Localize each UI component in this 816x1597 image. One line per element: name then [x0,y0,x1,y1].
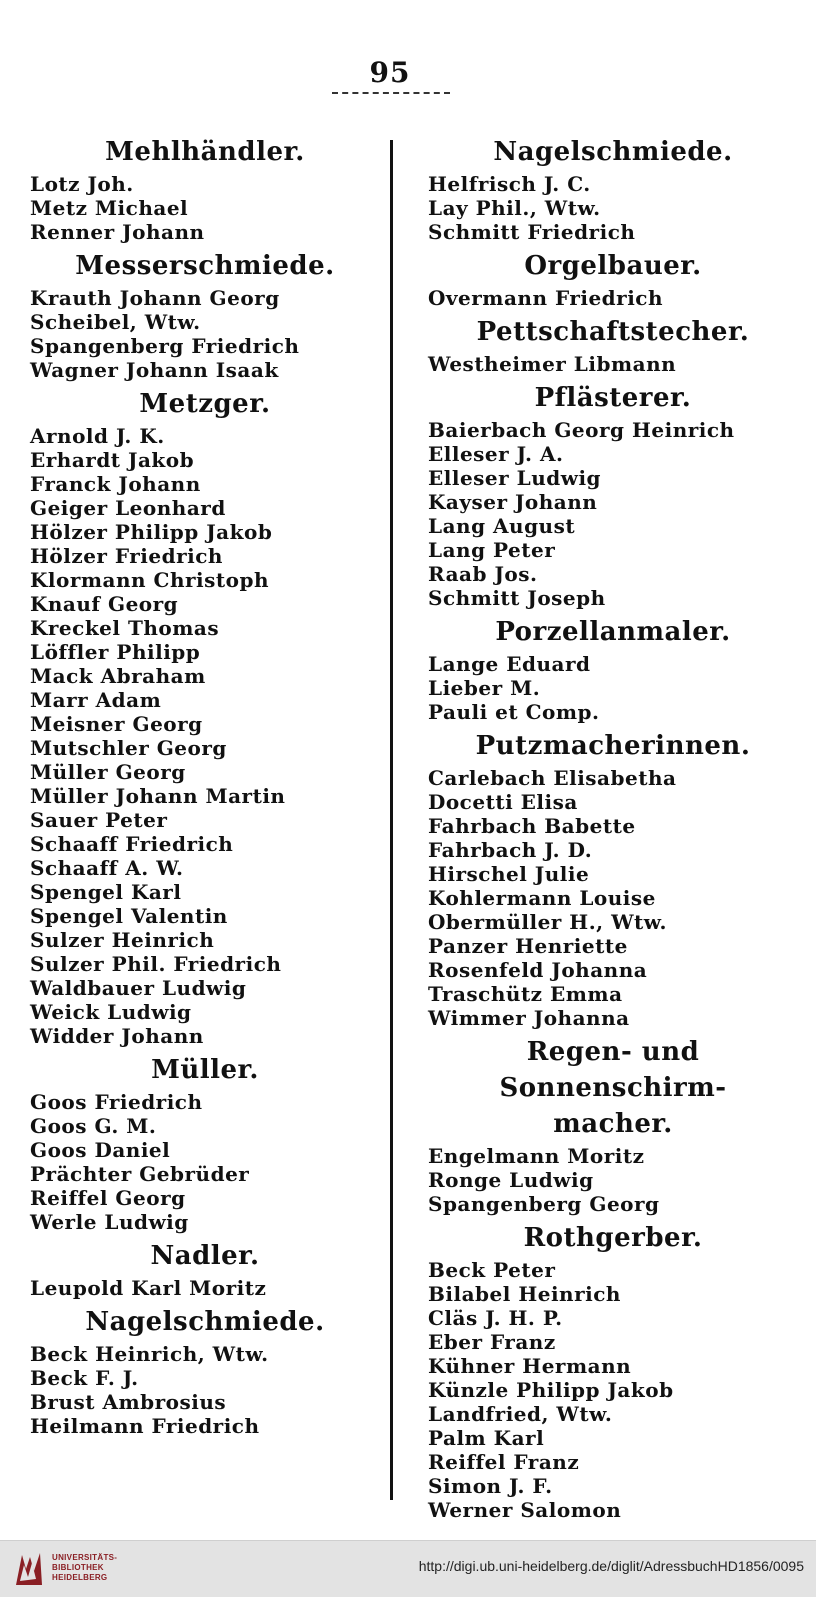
page-number-rule [332,92,450,94]
directory-entry: Krauth Johann Georg [30,286,280,310]
directory-entry: Lange Eduard [428,652,591,676]
directory-entry: Kayser Johann [428,490,598,514]
directory-entry: Metz Michael [30,196,189,220]
library-name [52,1553,117,1583]
left-column [30,130,380,1438]
source-url[interactable]: http://digi.ub.uni-heidelberg.de/diglit/AdressbuchHD1856/0095 [418,1558,804,1574]
section-heading: Putzmacherinnen. [475,731,751,761]
directory-section [30,248,380,382]
right-column [428,130,798,1522]
directory-entry: Brust Ambrosius [30,1390,227,1414]
directory-entry: Sauer Peter [30,808,168,832]
directory-section [428,134,798,244]
section-heading: Müller. [151,1055,259,1085]
directory-entry: Beck Heinrich, Wtw. [30,1342,269,1366]
directory-entry: Hölzer Friedrich [30,544,223,568]
library-name-line: BIBLIOTHEK [52,1563,104,1572]
directory-section [30,1052,380,1234]
directory-entry: Engelmann Moritz [428,1144,645,1168]
directory-entry: Franck Johann [30,472,201,496]
directory-entry: Lay Phil., Wtw. [428,196,601,220]
directory-entry: Panzer Henriette [428,934,628,958]
directory-entry: Schmitt Friedrich [428,220,636,244]
directory-entry: Werner Salomon [428,1498,622,1522]
column-divider [390,140,393,1500]
directory-entry: Goos Daniel [30,1138,171,1162]
directory-entry: Elleser J. A. [428,442,564,466]
section-heading: Orgelbauer. [524,251,702,281]
footer-bar [0,1540,816,1597]
directory-section [30,1304,380,1438]
directory-entry: Werle Ludwig [30,1210,189,1234]
section-heading: Nagelschmiede. [85,1307,325,1337]
section-heading: Nagelschmiede. [493,137,733,167]
directory-entry: Marr Adam [30,688,162,712]
page-number: 95 [369,56,411,89]
directory-entry: Künzle Philipp Jakob [428,1378,674,1402]
section-heading: Mehlhändler. [105,137,305,167]
directory-entry: Baierbach Georg Heinrich [428,418,735,442]
directory-entry: Hirschel Julie [428,862,590,886]
directory-section [428,1034,798,1216]
directory-entry: Hölzer Philipp Jakob [30,520,273,544]
directory-entry: Heilmann Friedrich [30,1414,260,1438]
directory-entry: Westheimer Libmann [428,352,677,376]
directory-section [30,134,380,244]
directory-entry: Schaaff Friedrich [30,832,234,856]
library-name-line: HEIDELBERG [52,1573,108,1582]
directory-section [30,1238,380,1300]
directory-entry: Pauli et Comp. [428,700,600,724]
directory-entry: Palm Karl [428,1426,545,1450]
directory-entry: Arnold J. K. [30,424,165,448]
directory-entry: Schmitt Joseph [428,586,606,610]
directory-entry: Waldbauer Ludwig [30,976,247,1000]
directory-entry: Erhardt Jakob [30,448,195,472]
directory-entry: Lang Peter [428,538,556,562]
directory-entry: Schaaff A. W. [30,856,184,880]
directory-entry: Eber Franz [428,1330,556,1354]
directory-entry: Beck Peter [428,1258,556,1282]
directory-entry: Meisner Georg [30,712,203,736]
section-heading: Metzger. [139,389,271,419]
section-heading: Pettschaftstecher. [476,317,750,347]
directory-entry: Knauf Georg [30,592,179,616]
directory-entry: Spengel Karl [30,880,182,904]
directory-entry: Fahrbach J. D. [428,838,593,862]
directory-entry: Elleser Ludwig [428,466,602,490]
directory-entry: Müller Georg [30,760,186,784]
library-name-line: UNIVERSITÄTS- [52,1553,118,1562]
directory-entry: Kohlermann Louise [428,886,656,910]
section-heading: Porzellanmaler. [495,617,731,647]
directory-entry: Traschütz Emma [428,982,623,1006]
directory-entry: Reiffel Georg [30,1186,186,1210]
directory-entry: Landfried, Wtw. [428,1402,613,1426]
directory-entry: Mutschler Georg [30,736,227,760]
directory-entry: Docetti Elisa [428,790,578,814]
section-heading: Regen- und Sonnenschirm- macher. [499,1037,727,1139]
directory-entry: Spangenberg Friedrich [30,334,300,358]
directory-entry: Rosenfeld Johanna [428,958,648,982]
directory-entry: Geiger Leonhard [30,496,226,520]
directory-entry: Löffler Philipp [30,640,201,664]
directory-section [30,386,380,1048]
directory-entry: Goos G. M. [30,1114,157,1138]
directory-entry: Bilabel Heinrich [428,1282,621,1306]
directory-section [428,314,798,376]
directory-entry: Weick Ludwig [30,1000,192,1024]
directory-entry: Goos Friedrich [30,1090,203,1114]
directory-entry: Scheibel, Wtw. [30,310,201,334]
university-seal-icon [12,1551,46,1587]
section-heading: Messerschmiede. [75,251,335,281]
directory-entry: Raab Jos. [428,562,538,586]
section-heading: Rothgerber. [523,1223,703,1253]
directory-entry: Spangenberg Georg [428,1192,660,1216]
directory-entry: Sulzer Phil. Friedrich [30,952,282,976]
directory-entry: Wimmer Johanna [428,1006,630,1030]
directory-entry: Klormann Christoph [30,568,269,592]
directory-section [428,1220,798,1522]
directory-entry: Lotz Joh. [30,172,134,196]
section-heading: Pflästerer. [534,383,692,413]
directory-entry: Sulzer Heinrich [30,928,215,952]
directory-section [428,728,798,1030]
directory-entry: Wagner Johann Isaak [30,358,279,382]
directory-entry: Fahrbach Babette [428,814,636,838]
directory-entry: Lang August [428,514,576,538]
directory-entry: Lieber M. [428,676,541,700]
directory-entry: Simon J. F. [428,1474,553,1498]
directory-entry: Helfrisch J. C. [428,172,591,196]
directory-entry: Overmann Friedrich [428,286,664,310]
directory-entry: Ronge Ludwig [428,1168,594,1192]
directory-entry: Widder Johann [30,1024,204,1048]
directory-section [428,248,798,310]
directory-entry: Carlebach Elisabetha [428,766,677,790]
section-heading: Nadler. [150,1241,260,1271]
directory-entry: Renner Johann [30,220,205,244]
directory-entry: Kreckel Thomas [30,616,220,640]
directory-entry: Spengel Valentin [30,904,228,928]
directory-entry: Reiffel Franz [428,1450,580,1474]
directory-entry: Müller Johann Martin [30,784,286,808]
directory-section [428,380,798,610]
directory-entry: Prächter Gebrüder [30,1162,250,1186]
directory-entry: Beck F. J. [30,1366,139,1390]
directory-entry: Mack Abraham [30,664,206,688]
directory-entry: Obermüller H., Wtw. [428,910,667,934]
directory-entry: Cläs J. H. P. [428,1306,563,1330]
directory-entry: Kühner Hermann [428,1354,632,1378]
directory-entry: Leupold Karl Moritz [30,1276,267,1300]
directory-section [428,614,798,724]
